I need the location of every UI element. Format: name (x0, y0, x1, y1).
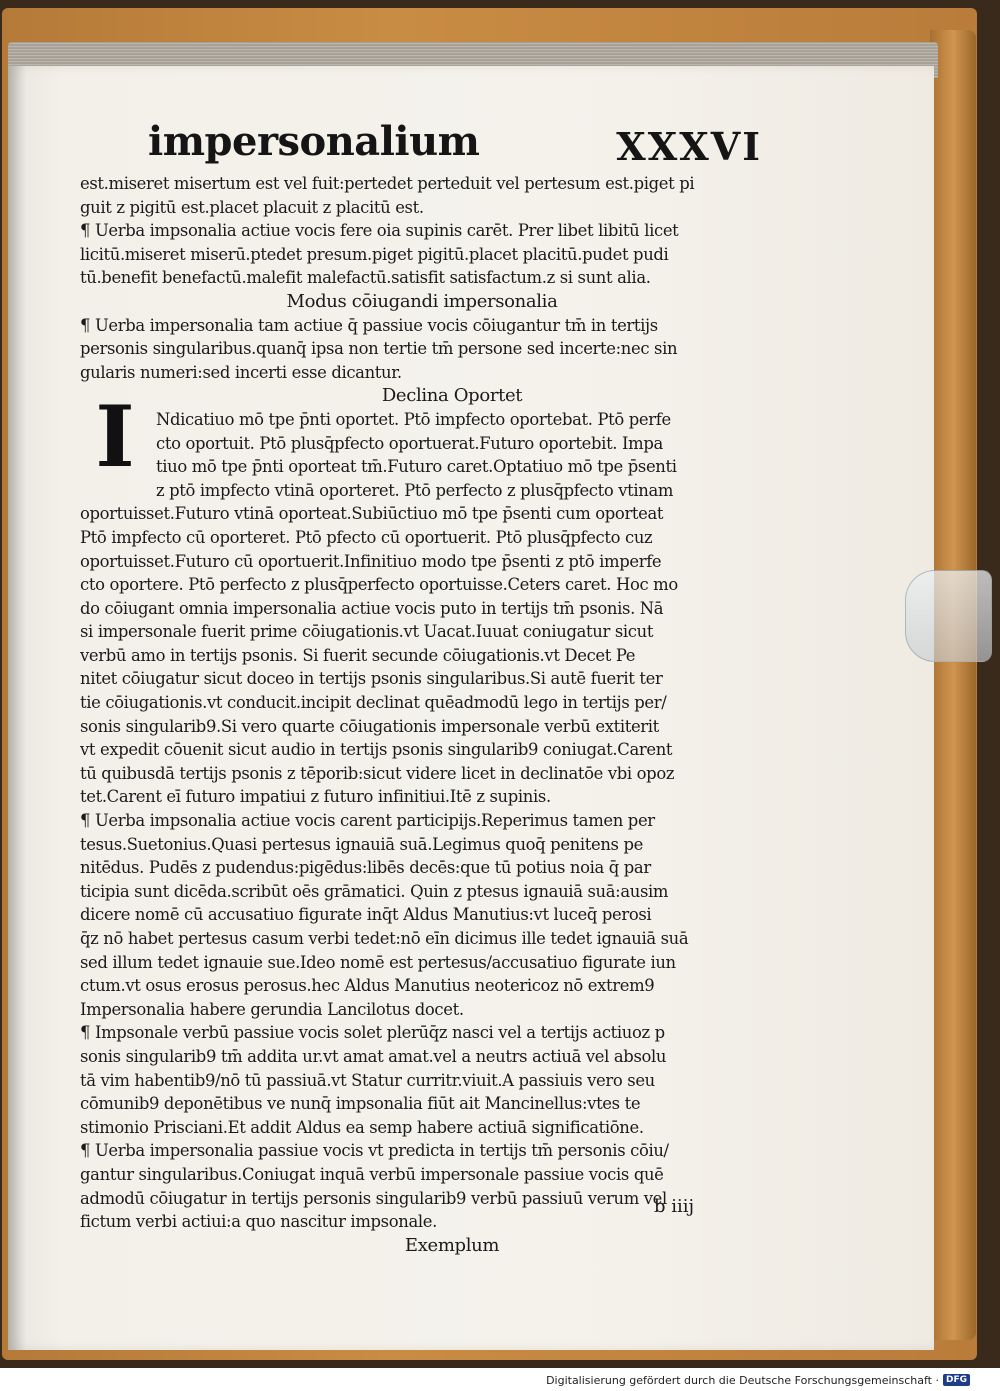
text-line: do cōiugant omnia impersonalia actiue vocis puto in tertijs tm̄ psonis. Nā (80, 598, 664, 618)
body-paragraphs (80, 502, 764, 1257)
drop-capital: I (95, 387, 135, 486)
text-line: ¶ Uerba impsonalia actiue vocis carent participijs.Reperimus tamen per (80, 811, 655, 831)
text-line: tā vim habentib9/nō tū passiuā.vt Statur curritr.viuit.A passiuis vero seu (80, 1070, 655, 1090)
text-line: sonis singularib9.Si vero quarte cōiugationis impersonale verbū extiterit (80, 716, 659, 736)
text-line: nitēdus. Pudēs z pudendus:pigēdus:libēs decēs:que tū potius noia q̄ par (80, 858, 651, 878)
text-line: tesus.Suetonius.Quasi pertesus ignauiā suā.Legimus quoq̄ penitens pe (80, 834, 643, 854)
dfg-logo: DFG (943, 1374, 970, 1386)
book-cover-edge (930, 30, 976, 1340)
text-line: sed illum tedet ignauie sue.Ideo nomē est pertesus/accusatiuo figurate iun (80, 952, 676, 972)
credit-text: Digitalisierung gefördert durch die Deutsche Forschungsgemeinschaft · (546, 1373, 939, 1387)
text-line: admodū cōiugatur in tertijs personis singularib9 verbū passiuū verum vel (80, 1188, 667, 1208)
text-line: ¶ Uerba impersonalia tam actiue q̄ passiue vocis cōiugantur tm̄ in tertijs (80, 315, 658, 335)
text-line: verbū amo in tertijs psonis. Si fuerit secunde cōiugationis.vt Decet Pe (80, 645, 636, 665)
section-heading: Modus cōiugandi impersonalia (286, 290, 558, 312)
subheading: Exemplum (404, 1234, 500, 1256)
text-line: Impersonalia habere gerundia Lancilotus docet. (80, 999, 464, 1019)
text-line: fictum verbi actiui:a quo nascitur impsonale. (80, 1212, 437, 1232)
text-line: ¶ Uerba impsonalia actiue vocis fere oia supinis carēt. Prer libet libitū licet (80, 221, 679, 241)
text-line: tū.benefit benefactū.malefit malefactū.satisfit satisfactum.z si sunt alia. (80, 268, 651, 288)
text-line: Ptō impfecto cū oporteret. Ptō pfecto cū oportuerit. Ptō plusq̄pfecto cuz (80, 527, 653, 547)
text-line: z ptō impfecto vtinā oporteret. Ptō perfecto z plusq̄pfecto vtinam (156, 480, 674, 500)
text-line: ctum.vt osus erosus perosus.hec Aldus Manutius neotericoz nō extrem9 (80, 976, 655, 996)
text-line: gantur singularibus.Coniugat inquā verbū impersonale passiue vocis quē (80, 1164, 664, 1184)
text-line: guit z pigitū est.placet placuit z placitū est. (80, 197, 424, 217)
text-line: sonis singularib9 tm̄ addita ur.vt amat amat.vel a neutrs actiuā vel absolu (80, 1046, 667, 1066)
text-line: Ndicatiuo mō tpe p̄nti oportet. Ptō impfecto oportebat. Ptō perfe (156, 409, 671, 429)
signature-mark: b iiij (654, 1196, 695, 1217)
page-gutter (8, 66, 26, 1350)
running-title: impersonalium (148, 118, 480, 165)
text-line: gularis numeri:sed incerti esse dicantur. (80, 362, 402, 382)
text-line: tiuo mō tpe p̄nti oporteat tm̄.Futuro caret.Optatiuo mō tpe p̄senti (156, 457, 677, 477)
text-line: q̄z nō habet pertesus casum verbi tedet:nō eīn dicimus ille tedet ignauiā suā (80, 929, 689, 948)
running-header (86, 112, 762, 172)
text-line: tū quibusdā tertijs psonis z tēporib:sicut videre licet in declinatōe vbi opoz (80, 763, 675, 783)
text-line: cōmunib9 deponētibus ve nunq̄ impsonalia fiūt ait Mancinellus:vtes te (80, 1094, 641, 1114)
text-line: oportuisset.Futuro vtinā oporteat.Subiūctiuo mō tpe p̄senti cum oporteat (80, 504, 664, 524)
text-line: vt expedit cōuenit sicut audio in tertijs psonis singularib9 coniugat.Carent (80, 740, 673, 760)
text-line: cto oportere. Ptō perfecto z plusq̄perfecto oportuisse.Ceters caret. Hoc mo (80, 575, 678, 595)
text-line: tet.Carent eī futuro impatiui z futuro infinitiui.Itē z supinis. (80, 787, 551, 807)
digitization-credit (546, 1371, 970, 1389)
text-line: ¶ Uerba impersonalia passiue vocis vt predicta in tertijs tm̄ personis cōiu/ (80, 1141, 669, 1161)
text-line: personis singularibus.quanq̄ ipsa non tertie tm̄ persone sed incerte:nec sin (80, 339, 678, 359)
text-line: est.miseret misertum est vel fuit:pertedet perteduit vel pertesum est.piget pi (80, 174, 695, 193)
text-line: tie cōiugationis.vt conducit.incipit declinat quēadmodū lego in tertijs per/ (80, 693, 667, 713)
text-line: dicere nomē cū accusatiuo figurate inq̄t Aldus Manutius:vt luceq̄ perosi (80, 905, 652, 925)
text-line: licitū.miseret miserū.ptedet presum.piget pigitū.placet placitū.pudet pudi (80, 244, 669, 264)
folio-number: XXXVI (616, 124, 762, 169)
text-line: nitet cōiugatur sicut doceo in tertijs psonis singularibus.Si autē fuerit ter (80, 669, 663, 689)
bookmark-tab (905, 570, 992, 662)
text-line: cto oportuit. Ptō plusq̄pfecto oportuerat.Futuro oportebit. Impa (156, 433, 663, 453)
text-line: oportuisset.Futuro cū oportuerit.Infinitiuo modo tpe p̄senti z ptō imperfe (80, 551, 662, 571)
subheading: Declina Oportet (381, 385, 523, 407)
text-line: ¶ Impsonale verbū passiue vocis solet plerūq̄z nasci vel a tertijs actiuoz p (80, 1023, 665, 1043)
text-block (80, 172, 764, 1257)
text-line: si impersonale fuerit prime cōiugationis.vt Uacat.Iuuat coniugatur sicut (80, 622, 654, 642)
text-line: ticipia sunt dicēda.scribūt oēs grāmatici. Quin z ptesus ignauiā suā:ausim (80, 881, 669, 901)
text-line: stimonio Prisciani.Et addit Aldus ea semp habere actiuā significatiōne. (80, 1117, 644, 1137)
